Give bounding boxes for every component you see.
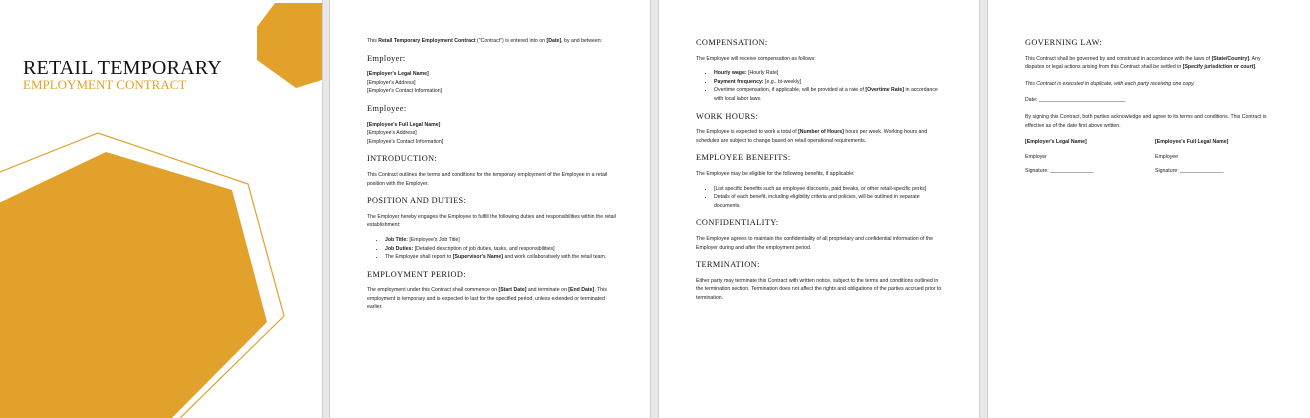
governing-law-heading: GOVERNING LAW: xyxy=(1025,38,1103,47)
employee-signature-block xyxy=(1155,138,1275,182)
top-hexagon-shape xyxy=(257,3,322,88)
page-2-content xyxy=(367,37,617,318)
period-heading: EMPLOYMENT PERIOD: xyxy=(367,269,467,279)
page-4 xyxy=(988,0,1310,418)
list-item: • Job Duties: [Detailed description of job duties, tasks, and responsibilities] xyxy=(385,245,617,254)
period-text: The employment under this Contract shall commence on [Start Date] and terminate on [End Date]. This employment is temporary and is expected to last for the specified period, unless extended or terminated earlier. xyxy=(367,287,607,311)
list-item: • Details of each benefit, including eligibility criteria and policies, will be outlined in separate documents. xyxy=(714,193,946,210)
benefits-list xyxy=(696,185,946,211)
employee-signature-line: Signature: _______________ xyxy=(1155,168,1224,175)
date-line: Date: ______________________________ xyxy=(1025,97,1126,104)
main-hexagon-shape xyxy=(0,152,267,418)
cover-subtitle: EMPLOYMENT CONTRACT xyxy=(23,77,187,92)
list-item: • Overtime compensation, if applicable, will be provided at a rate of [Overtime Rate] in accordance with local labor laws. xyxy=(714,86,946,103)
cover-page xyxy=(0,0,322,418)
work-hours-text: The Employee is expected to work a total of [Number of Hours] hours per week. Working hours and schedules are subject to change based on retail operational requirements. xyxy=(696,129,928,144)
employer-block: [Employer's Legal Name] [Employer's Address] [Employer's Contact Information] xyxy=(367,71,443,95)
employer-sign-name: [Employer's Legal Name] xyxy=(1025,139,1087,146)
position-heading: POSITION AND DUTIES: xyxy=(367,196,467,206)
duplicate-text: This Contract is executed in duplicate, with each party receiving one copy. xyxy=(1025,80,1195,87)
work-hours-heading: WORK HOURS: xyxy=(696,111,759,121)
list-item: • [List specific benefits such as employee discounts, paid breaks, or other retail-specific perks] xyxy=(714,185,946,194)
benefits-heading: EMPLOYEE BENEFITS: xyxy=(696,153,791,163)
introduction-heading: INTRODUCTION: xyxy=(367,154,438,164)
employer-signature-block xyxy=(1025,138,1145,182)
compensation-heading: COMPENSATION: xyxy=(696,38,768,47)
employee-heading: Employee: xyxy=(367,103,407,113)
page-2 xyxy=(330,0,650,418)
governing-law-text: This Contract shall be governed by and construed in accordance with the laws of [State/Country]. Any disputes or legal actions arising from this Contract shall be settled in [Specify jurisdiction or court]. xyxy=(1025,55,1261,71)
termination-text: Either party may terminate this Contract with written notice, subject to the terms and conditions outlined in the termination section. Termination does not affect the rights and obligations of the parties accrued prior to termination. xyxy=(696,277,942,301)
introduction-text: This Contract outlines the terms and conditions for the temporary employment of the Employee in a retail position with the Employer. xyxy=(367,171,608,187)
duties-list xyxy=(367,236,617,262)
acknowledgement-text: By signing this Contract, both parties acknowledge and agree to its terms and conditions. This Contract is effective as of the date first above written. xyxy=(1025,113,1267,129)
list-item: • Job Title: [Employee's Job Title] xyxy=(385,236,617,245)
compensation-list xyxy=(696,69,946,103)
employee-sign-name: [Employee's Full Legal Name] xyxy=(1155,139,1229,146)
page-3 xyxy=(659,0,979,418)
employer-role: Employer xyxy=(1025,153,1047,160)
employer-heading: Employer: xyxy=(367,53,406,63)
employee-role: Employee xyxy=(1155,153,1179,160)
signature-section xyxy=(1025,138,1275,182)
list-item: • The Employee shall report to [Supervisor's Name] and work collaboratively with the retail team. xyxy=(385,253,617,262)
confidentiality-text: The Employee agrees to maintain the confidentiality of all proprietary and confidential information of the Employer during and after the employment period. xyxy=(696,235,934,251)
employer-signature-line: Signature: _______________ xyxy=(1025,168,1094,175)
list-item: • Hourly wage: [Hourly Rate] xyxy=(714,69,946,78)
employee-block: [Employee's Full Legal Name] [Employee's Address] [Employee's Contact Information] xyxy=(367,121,444,145)
compensation-text: The Employee will receive compensation as follows: xyxy=(696,55,816,62)
list-item: • Payment frequency: [e.g., bi-weekly] xyxy=(714,78,946,87)
position-text: The Employer hereby engages the Employee to fulfill the following duties and responsibilities within the retail establishment: xyxy=(367,213,616,229)
confidentiality-heading: CONFIDENTIALITY: xyxy=(696,218,779,228)
page-4-content xyxy=(1025,37,1275,182)
benefits-text: The Employee may be eligible for the following benefits, if applicable: xyxy=(696,170,855,177)
termination-heading: TERMINATION: xyxy=(696,260,760,270)
cover-title: RETAIL TEMPORARY xyxy=(23,57,222,79)
intro-paragraph: This Retail Temporary Employment Contract ("Contract") is entered into on [Date], by and between: xyxy=(367,38,603,44)
page-3-content xyxy=(696,37,946,308)
